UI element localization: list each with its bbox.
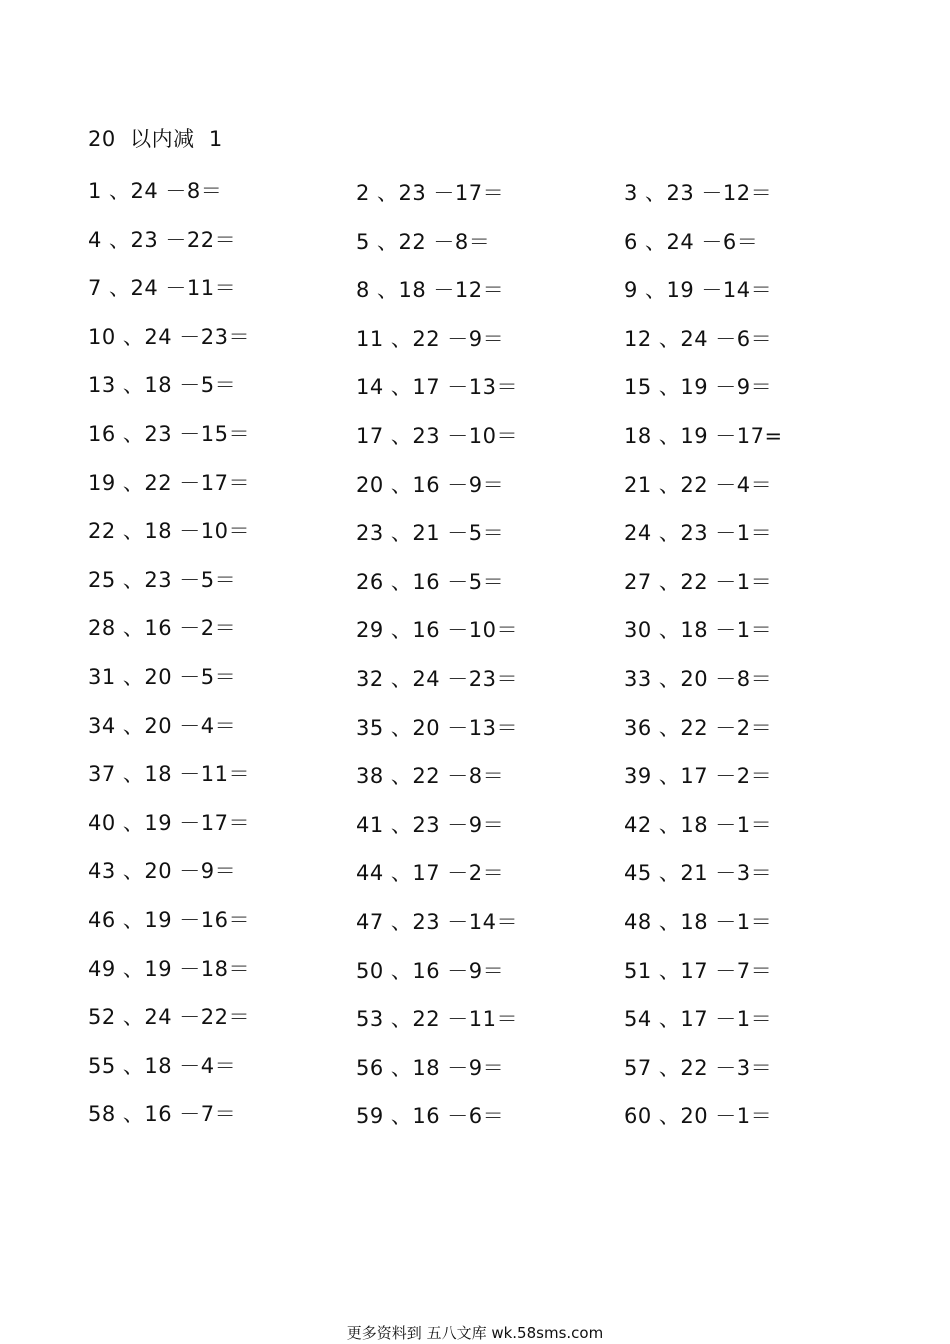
problem-item: 43 、20 －9＝	[88, 859, 237, 884]
problem-item: 9 、19 －14＝	[624, 278, 773, 303]
problem-item: 31 、20 －5＝	[88, 665, 237, 689]
problem-item: 15 、19 －9＝	[624, 375, 773, 400]
problem-item: 57 、22 －3＝	[624, 1055, 773, 1080]
problem-item: 1 、24 －8＝	[88, 179, 223, 203]
problem-item: 11 、22 －9＝	[356, 326, 505, 351]
problem-column-1	[88, 0, 348, 1344]
problem-item: 13 、18 －5＝	[88, 373, 237, 398]
problem-item: 25 、23 －5＝	[88, 567, 237, 592]
problem-item: 39 、17 －2＝	[624, 764, 773, 789]
problem-item: 3 、23 －12＝	[624, 181, 773, 205]
problem-item: 6 、24 －6＝	[624, 229, 759, 254]
problem-item: 47 、23 －14＝	[356, 910, 519, 934]
problem-item: 55 、18 －4＝	[88, 1053, 237, 1078]
problem-item: 28 、16 －2＝	[88, 616, 237, 641]
problem-item: 19 、22 －17＝	[88, 470, 251, 495]
problem-item: 17 、23 －10＝	[356, 424, 519, 448]
problem-item: 36 、22 －2＝	[624, 715, 773, 740]
problem-item: 2 、23 －17＝	[356, 181, 505, 205]
problem-item: 12 、24 －6＝	[624, 326, 773, 351]
problem-item: 16 、23 －15＝	[88, 422, 251, 446]
problem-item: 10 、24 －23＝	[88, 324, 251, 349]
problem-item: 4 、23 －22＝	[88, 227, 237, 252]
problem-item: 60 、20 －1＝	[624, 1104, 773, 1129]
problem-item: 46 、19 －16＝	[88, 908, 251, 932]
problem-item: 52 、24 －22＝	[88, 1005, 251, 1030]
problem-item: 22 、18 －10＝	[88, 519, 251, 544]
problem-item: 7 、24 －11＝	[88, 276, 237, 301]
problem-item: 23 、21 －5＝	[356, 521, 505, 546]
problem-item: 51 、17 －7＝	[624, 958, 773, 983]
problem-item: 35 、20 －13＝	[356, 715, 519, 740]
problem-item: 59 、16 －6＝	[356, 1104, 505, 1129]
problem-item: 8 、18 －12＝	[356, 278, 505, 303]
problem-item: 42 、18 －1＝	[624, 812, 773, 837]
problem-item: 48 、18 －1＝	[624, 910, 773, 934]
problem-item: 32 、24 －23＝	[356, 667, 519, 691]
problem-item: 38 、22 －8＝	[356, 764, 505, 789]
problem-item: 33 、20 －8＝	[624, 667, 773, 691]
problem-item: 30 、18 －1＝	[624, 618, 773, 643]
worksheet-title: 20 以内减 1	[88, 127, 223, 151]
problem-item: 53 、22 －11＝	[356, 1007, 519, 1032]
problem-item: 56 、18 －9＝	[356, 1055, 505, 1080]
problem-item: 29 、16 －10＝	[356, 618, 519, 643]
problem-item: 20 、16 －9＝	[356, 472, 505, 497]
problem-item: 54 、17 －1＝	[624, 1007, 773, 1032]
problem-item: 40 、19 －17＝	[88, 810, 251, 835]
problem-item: 24 、23 －1＝	[624, 521, 773, 546]
problem-item: 49 、19 －18＝	[88, 956, 251, 981]
problem-item: 14 、17 －13＝	[356, 375, 519, 400]
problem-item: 45 、21 －3＝	[624, 861, 773, 886]
problem-column-3	[624, 0, 884, 1344]
problem-item: 44 、17 －2＝	[356, 861, 505, 886]
problem-item: 37 、18 －11＝	[88, 762, 251, 787]
problem-item: 34 、20 －4＝	[88, 713, 237, 738]
footer-source-note: 更多资料到 五八文库 wk.58sms.com	[346, 1324, 604, 1342]
problem-column-2	[356, 0, 616, 1344]
problem-item: 5 、22 －8＝	[356, 229, 491, 254]
problem-item: 21 、22 －4＝	[624, 472, 773, 497]
problem-item: 41 、23 －9＝	[356, 812, 505, 837]
problem-item: 27 、22 －1＝	[624, 569, 773, 594]
problem-item: 58 、16 －7＝	[88, 1102, 237, 1127]
problem-item: 18 、19 －17=	[624, 424, 783, 448]
problem-item: 50 、16 －9＝	[356, 958, 505, 983]
problem-item: 26 、16 －5＝	[356, 569, 505, 594]
